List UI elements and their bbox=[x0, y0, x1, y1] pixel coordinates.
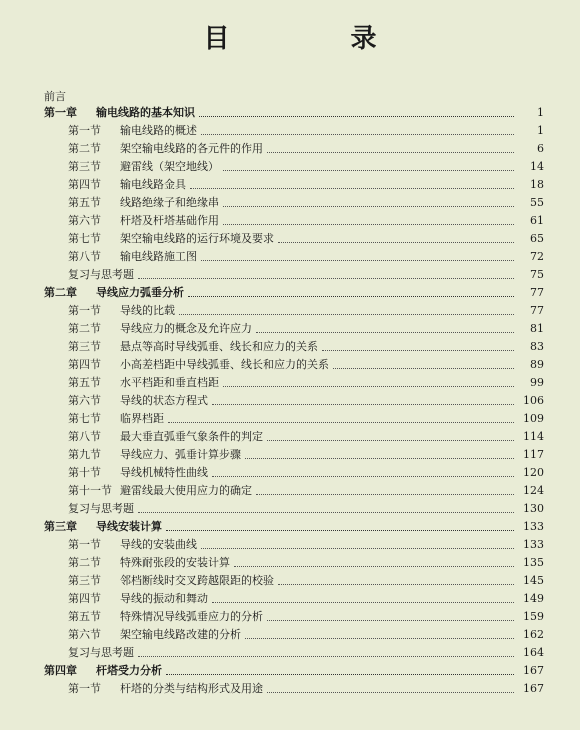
dot-leader bbox=[223, 205, 514, 207]
toc-section-entry[interactable] bbox=[0, 212, 580, 230]
toc-section-entry[interactable] bbox=[0, 140, 580, 158]
toc-page-number: 159 bbox=[523, 610, 544, 623]
toc-entry-title: 临界档距 bbox=[120, 412, 164, 425]
dot-leader bbox=[333, 367, 514, 369]
toc-section-entry[interactable] bbox=[0, 428, 580, 446]
toc-entry-title: 导线应力、弧垂计算步骤 bbox=[120, 448, 241, 461]
toc-section-entry[interactable] bbox=[0, 464, 580, 482]
toc-entry-title: 悬点等高时导线弧垂、线长和应力的关系 bbox=[120, 340, 318, 353]
toc-section-entry[interactable] bbox=[0, 554, 580, 572]
dot-leader bbox=[267, 691, 514, 693]
toc-page-number: 18 bbox=[530, 178, 544, 191]
toc-entry-title: 导线应力弧垂分析 bbox=[96, 286, 184, 299]
toc-entry-title: 杆塔受力分析 bbox=[96, 664, 162, 677]
toc-entry-title: 输电线路的概述 bbox=[120, 124, 197, 137]
toc-entry-number: 第三节 bbox=[68, 340, 101, 353]
dot-leader bbox=[138, 511, 514, 513]
toc-entry-number: 第六节 bbox=[68, 214, 101, 227]
table-of-contents bbox=[0, 104, 580, 698]
toc-entry-title: 导线的振动和舞动 bbox=[120, 592, 208, 605]
toc-entry-title: 导线的比载 bbox=[120, 304, 175, 317]
toc-entry-number: 第二节 bbox=[68, 142, 101, 155]
dot-leader bbox=[179, 313, 514, 315]
toc-entry-number: 第一节 bbox=[68, 538, 101, 551]
toc-page-number: 149 bbox=[523, 592, 544, 605]
toc-page-number: 83 bbox=[530, 340, 544, 353]
toc-chapter-entry[interactable] bbox=[0, 284, 580, 302]
toc-section-entry[interactable] bbox=[0, 194, 580, 212]
dot-leader bbox=[166, 673, 514, 675]
toc-entry-title: 杆塔的分类与结构形式及用途 bbox=[120, 682, 263, 695]
toc-entry-number: 第二章 bbox=[44, 286, 77, 299]
toc-entry-number: 第八节 bbox=[68, 250, 101, 263]
toc-entry-title: 输电线路施工图 bbox=[120, 250, 197, 263]
toc-section-entry[interactable] bbox=[0, 338, 580, 356]
toc-section-entry[interactable] bbox=[0, 302, 580, 320]
dot-leader bbox=[256, 331, 514, 333]
toc-page-number: 109 bbox=[523, 412, 544, 425]
toc-page-number: 1 bbox=[537, 106, 544, 119]
dot-leader bbox=[199, 115, 514, 117]
dot-leader bbox=[212, 475, 514, 477]
dot-leader bbox=[267, 439, 514, 441]
dot-leader bbox=[278, 583, 514, 585]
toc-entry-title: 导线的状态方程式 bbox=[120, 394, 208, 407]
toc-entry-number: 第十节 bbox=[68, 466, 101, 479]
toc-entry-number: 第三节 bbox=[68, 160, 101, 173]
toc-page-number: 106 bbox=[523, 394, 544, 407]
dot-leader bbox=[138, 277, 514, 279]
toc-chapter-entry[interactable] bbox=[0, 518, 580, 536]
toc-review-entry[interactable] bbox=[0, 644, 580, 662]
toc-entry-number: 第九节 bbox=[68, 448, 101, 461]
toc-entry-number: 第一章 bbox=[44, 106, 77, 119]
toc-page-number: 61 bbox=[530, 214, 544, 227]
toc-section-entry[interactable] bbox=[0, 176, 580, 194]
toc-entry-title: 最大垂直弧垂气象条件的判定 bbox=[120, 430, 263, 443]
dot-leader bbox=[168, 421, 514, 423]
dot-leader bbox=[245, 637, 514, 639]
toc-page-number: 130 bbox=[523, 502, 544, 515]
toc-page-number: 120 bbox=[523, 466, 544, 479]
toc-section-entry[interactable] bbox=[0, 230, 580, 248]
toc-page-number: 133 bbox=[523, 520, 544, 533]
dot-leader bbox=[267, 619, 514, 621]
toc-chapter-entry[interactable] bbox=[0, 662, 580, 680]
toc-entry-number: 第五节 bbox=[68, 196, 101, 209]
toc-entry-title: 避雷线（架空地线） bbox=[120, 160, 219, 173]
dot-leader bbox=[188, 295, 514, 297]
toc-entry-number: 第四节 bbox=[68, 592, 101, 605]
toc-section-entry[interactable] bbox=[0, 626, 580, 644]
dot-leader bbox=[201, 133, 514, 135]
toc-entry-number: 第二节 bbox=[68, 322, 101, 335]
dot-leader bbox=[256, 493, 514, 495]
dot-leader bbox=[212, 403, 514, 405]
toc-entry-number: 第六节 bbox=[68, 628, 101, 641]
toc-entry-title: 架空输电线路改建的分析 bbox=[120, 628, 241, 641]
toc-section-entry[interactable] bbox=[0, 374, 580, 392]
toc-review-entry[interactable] bbox=[0, 266, 580, 284]
toc-page-number: 77 bbox=[530, 304, 544, 317]
toc-entry-title: 邻档断线时交叉跨越限距的校验 bbox=[120, 574, 274, 587]
dot-leader bbox=[190, 187, 514, 189]
toc-entry-number: 第三节 bbox=[68, 574, 101, 587]
dot-leader bbox=[223, 223, 514, 225]
toc-entry-title: 导线机械特性曲线 bbox=[120, 466, 208, 479]
toc-page-number: 81 bbox=[530, 322, 544, 335]
toc-section-entry[interactable] bbox=[0, 590, 580, 608]
toc-section-entry[interactable] bbox=[0, 248, 580, 266]
toc-section-entry[interactable] bbox=[0, 680, 580, 698]
toc-page-number: 167 bbox=[523, 664, 544, 677]
toc-entry-title: 水平档距和垂直档距 bbox=[120, 376, 219, 389]
preface-entry[interactable]: 前言 bbox=[44, 90, 66, 103]
toc-entry-number: 第一节 bbox=[68, 124, 101, 137]
toc-entry-title: 架空输电线路的各元件的作用 bbox=[120, 142, 263, 155]
toc-page-number: 167 bbox=[523, 682, 544, 695]
toc-section-entry[interactable] bbox=[0, 392, 580, 410]
toc-entry-number: 第七节 bbox=[68, 412, 101, 425]
toc-page-number: 77 bbox=[530, 286, 544, 299]
toc-page-number: 55 bbox=[530, 196, 544, 209]
dot-leader bbox=[278, 241, 514, 243]
toc-entry-number: 第一节 bbox=[68, 682, 101, 695]
toc-section-entry[interactable] bbox=[0, 482, 580, 500]
toc-entry-number: 第七节 bbox=[68, 232, 101, 245]
toc-entry-number: 第四节 bbox=[68, 358, 101, 371]
dot-leader bbox=[245, 457, 514, 459]
toc-page-number: 99 bbox=[530, 376, 544, 389]
dot-leader bbox=[138, 655, 514, 657]
toc-entry-title: 架空输电线路的运行环境及要求 bbox=[120, 232, 274, 245]
toc-page-number: 162 bbox=[523, 628, 544, 641]
toc-entry-number: 第一节 bbox=[68, 304, 101, 317]
toc-section-entry[interactable] bbox=[0, 572, 580, 590]
toc-page-number: 164 bbox=[523, 646, 544, 659]
toc-section-entry[interactable] bbox=[0, 122, 580, 140]
toc-entry-title: 复习与思考题 bbox=[68, 502, 134, 515]
toc-entry-title: 导线安装计算 bbox=[96, 520, 162, 533]
toc-entry-title: 输电线路的基本知识 bbox=[96, 106, 195, 119]
toc-entry-number: 第八节 bbox=[68, 430, 101, 443]
toc-page-number: 117 bbox=[523, 448, 544, 461]
toc-section-entry[interactable] bbox=[0, 608, 580, 626]
toc-entry-title: 避雷线最大使用应力的确定 bbox=[120, 484, 252, 497]
dot-leader bbox=[212, 601, 514, 603]
toc-page-number: 133 bbox=[523, 538, 544, 551]
dot-leader bbox=[201, 259, 514, 261]
toc-entry-title: 复习与思考题 bbox=[68, 646, 134, 659]
dot-leader bbox=[223, 385, 514, 387]
toc-entry-title: 导线的安装曲线 bbox=[120, 538, 197, 551]
page-title: 目 录 bbox=[203, 24, 433, 54]
dot-leader bbox=[166, 529, 514, 531]
toc-page-number: 89 bbox=[530, 358, 544, 371]
toc-page-number: 135 bbox=[523, 556, 544, 569]
toc-page-number: 14 bbox=[530, 160, 544, 173]
toc-entry-title: 小高差档距中导线弧垂、线长和应力的关系 bbox=[120, 358, 329, 371]
toc-entry-number: 第四节 bbox=[68, 178, 101, 191]
toc-entry-title: 复习与思考题 bbox=[68, 268, 134, 281]
toc-page-number: 114 bbox=[523, 430, 544, 443]
toc-entry-number: 第五节 bbox=[68, 376, 101, 389]
toc-entry-number: 第二节 bbox=[68, 556, 101, 569]
dot-leader bbox=[267, 151, 514, 153]
toc-section-entry[interactable] bbox=[0, 410, 580, 428]
toc-section-entry[interactable] bbox=[0, 356, 580, 374]
toc-section-entry[interactable] bbox=[0, 158, 580, 176]
toc-entry-title: 特殊情况导线弧垂应力的分析 bbox=[120, 610, 263, 623]
toc-entry-number: 第三章 bbox=[44, 520, 77, 533]
toc-page-number: 124 bbox=[523, 484, 544, 497]
dot-leader bbox=[201, 547, 514, 549]
toc-page-number: 75 bbox=[530, 268, 544, 281]
toc-page-number: 65 bbox=[530, 232, 544, 245]
toc-entry-title: 特殊耐张段的安装计算 bbox=[120, 556, 230, 569]
toc-entry-title: 线路绝缘子和绝缘串 bbox=[120, 196, 219, 209]
dot-leader bbox=[234, 565, 514, 567]
dot-leader bbox=[322, 349, 514, 351]
toc-section-entry[interactable] bbox=[0, 320, 580, 338]
toc-page-number: 72 bbox=[530, 250, 544, 263]
dot-leader bbox=[223, 169, 514, 171]
toc-review-entry[interactable] bbox=[0, 500, 580, 518]
toc-entry-title: 导线应力的概念及允许应力 bbox=[120, 322, 252, 335]
toc-section-entry[interactable] bbox=[0, 446, 580, 464]
toc-chapter-entry[interactable] bbox=[0, 104, 580, 122]
toc-entry-number: 第四章 bbox=[44, 664, 77, 677]
toc-page-number: 6 bbox=[537, 142, 544, 155]
toc-page-number: 145 bbox=[523, 574, 544, 587]
toc-page-number: 1 bbox=[537, 124, 544, 137]
toc-section-entry[interactable] bbox=[0, 536, 580, 554]
toc-entry-number: 第六节 bbox=[68, 394, 101, 407]
toc-entry-title: 杆塔及杆塔基础作用 bbox=[120, 214, 219, 227]
toc-entry-number: 第十一节 bbox=[68, 484, 112, 497]
toc-entry-title: 输电线路金具 bbox=[120, 178, 186, 191]
toc-entry-number: 第五节 bbox=[68, 610, 101, 623]
